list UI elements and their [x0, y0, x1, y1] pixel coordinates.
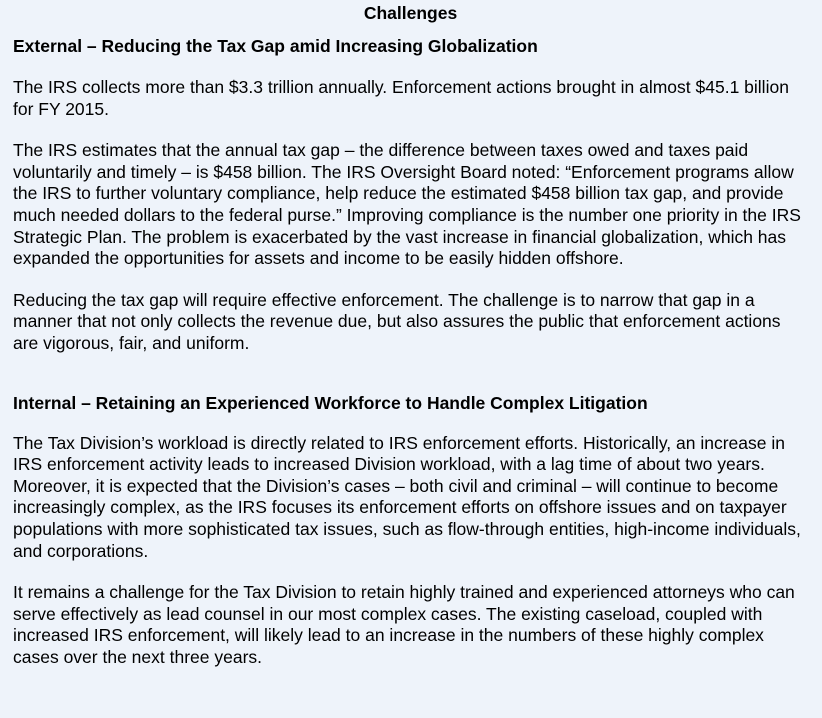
- page-title: Challenges: [363, 3, 458, 23]
- paragraph: The Tax Division’s workload is directly related to IRS enforcement efforts. Historically, an increase in IRS enforcement activity leads to increased Division workload, with a lag time of about two years. Moreover, it is expected that the Division’s cases – both civil and criminal – will continue to become increasingly complex, as the IRS focuses its enforcement efforts on offshore issues and on taxpayer populations with more sophisticated tax issues, such as flow-through entities, high-income individuals, and corporations.: [13, 432, 801, 561]
- paragraph: It remains a challenge for the Tax Division to retain highly trained and experienced attorneys who can serve effectively as lead counsel in our most complex cases. The existing caseload, coupled with increased IRS enforcement, will likely lead to an increase in the numbers of these highly complex cases over the next three years.: [13, 582, 795, 667]
- paragraph: The IRS collects more than $3.3 trillion annually. Enforcement actions brought in almost $45.1 billion for FY 2015.: [13, 77, 789, 119]
- section-heading-external: External – Reducing the Tax Gap amid Increasing Globalization: [13, 36, 538, 56]
- paragraph: The IRS estimates that the annual tax gap – the difference between taxes owed and taxes paid voluntarily and timely – is $458 billion. The IRS Oversight Board noted: “Enforcement programs allow the IRS to further voluntary compliance, help reduce the estimated $458 billion tax gap, and provide much needed dollars to the federal purse.” Improving compliance is the number one priority in the IRS Strategic Plan. The problem is exacerbated by the vast increase in financial globalization, which has expanded the opportunities for assets and income to be easily hidden offshore.: [13, 140, 801, 269]
- section-heading-internal: Internal – Retaining an Experienced Workforce to Handle Complex Litigation: [13, 392, 648, 413]
- paragraph: Reducing the tax gap will require effective enforcement. The challenge is to narrow that gap in a manner that not only collects the revenue due, but also assures the public that enforcement actions are vigorous, fair, and uniform.: [13, 289, 781, 353]
